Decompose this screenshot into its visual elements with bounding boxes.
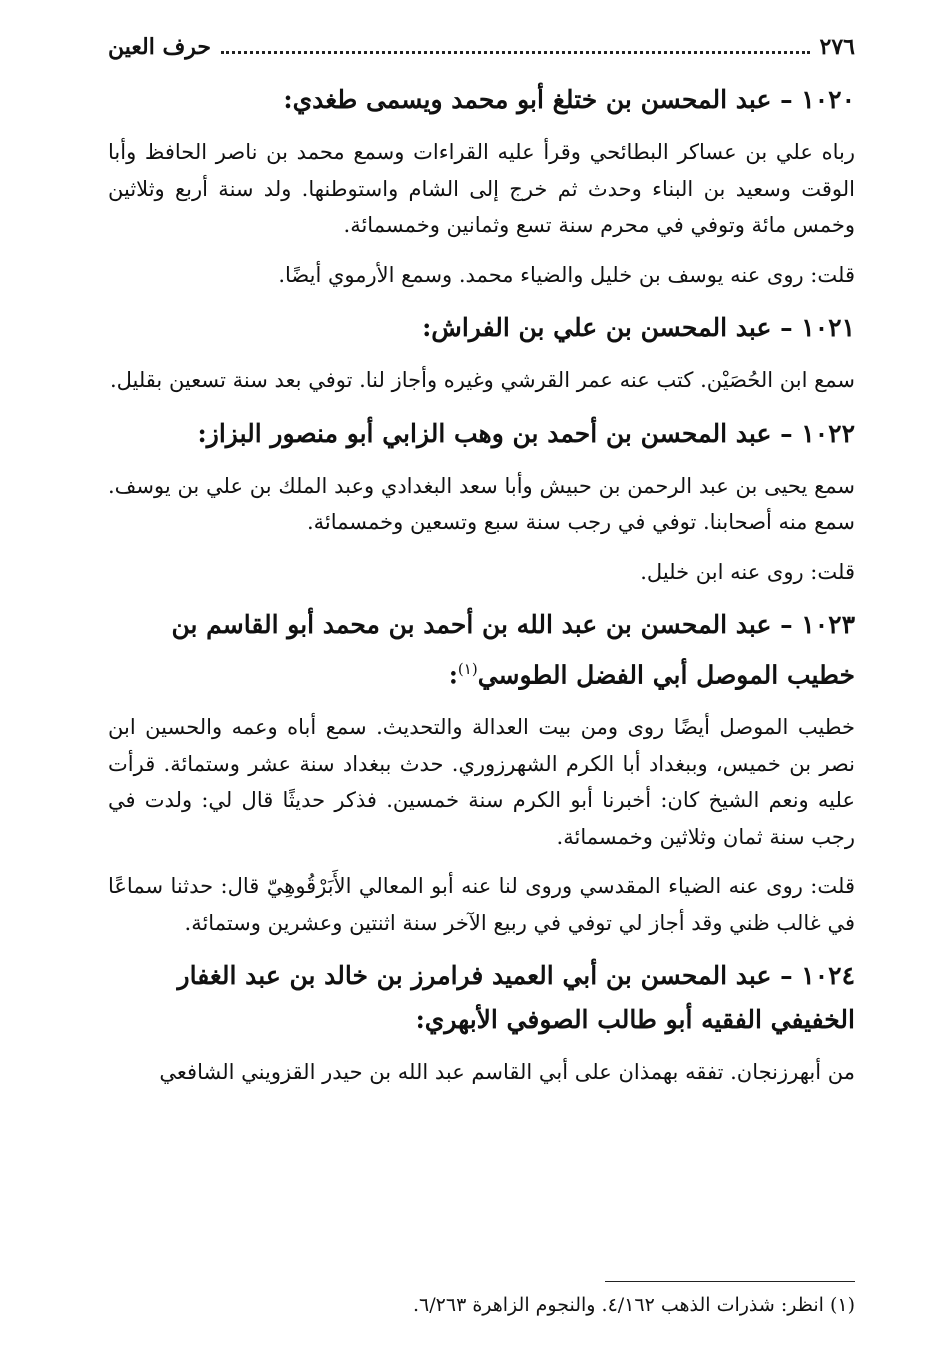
footnote: (١) انظر: شذرات الذهب ٤/١٦٢. والنجوم الزاهرة ٦/٢٦٣.: [413, 1294, 855, 1316]
main-text: [108, 78, 855, 1091]
entry-heading: ١٠٢٠ – عبد المحسن بن ختلغ أبو محمد ويسمى طغدي:: [283, 85, 855, 114]
entry-paragraph: سمع ابن الحُصَيْن. كتب عنه عمر القرشي وغيره وأجاز لنا. توفي بعد سنة تسعين بقليل.: [109, 368, 855, 392]
entry-heading: ١٠٢٤ – عبد المحسن بن أبي العميد فرامرز بن خالد بن عبد الغفار الخفيفي الفقيه أبو طالب الصوفي الأبهري:: [177, 961, 855, 1035]
entry-paragraph: من أبهرزنجان. تفقه بهمذان على أبي القاسم عبد الله بن حيدر القزويني الشافعي: [159, 1060, 855, 1085]
entry-heading: ١٠٢١ – عبد المحسن بن علي بن الفراش:: [422, 313, 855, 342]
entry-paragraph: سمع يحيى بن عبد الرحمن بن حبيش وأبا سعد البغدادي وعبد الملك بن علي بن يوسف. سمع منه أصحابنا. توفي في رجب سنة سبع وتسعين وخمسمائة.: [108, 473, 855, 534]
entry-heading-text: ١٠٢٣ – عبد المحسن بن عبد الله بن أحمد بن محمد أبو القاسم بن خطيب الموصل أبي الفضل الطوسي: [171, 610, 855, 690]
entry-paragraph: قلت: روى عنه الضياء المقدسي وروى لنا عنه أبو المعالي الأَبَرْقُوهِيّ قال: حدثنا سماعًا في غالب ظني وقد أجاز لي توفي في ربيع الآخر سنة اثنتين وعشرين وستمائة.: [108, 874, 855, 935]
section-title: حرف العين: [108, 34, 212, 60]
entry-heading-colon: :: [448, 660, 458, 690]
entry-paragraph: قلت: روى عنه ابن خليل.: [640, 559, 855, 584]
header-leader-dots: [221, 51, 810, 54]
running-header: [108, 28, 855, 62]
footnote-divider: [605, 1281, 855, 1282]
entry-paragraph: قلت: روى عنه يوسف بن خليل والضياء محمد. وسمع الأرموي أيضًا.: [278, 262, 855, 287]
entry-heading: [108, 603, 855, 697]
entry-heading: ١٠٢٢ – عبد المحسن بن أحمد بن وهب الزابي أبو منصور البزاز:: [197, 418, 855, 448]
entry-paragraph: خطيب الموصل أيضًا روى ومن بيت العدالة والتحديث. سمع أباه وعمه والحسين ابن نصر بن خميس، وببغداد أبا الكرم الشهرزوري. حدث ببغداد سنة عشر وستمائة. قرأت عليه ونعم الشيخ كان: أخبرنا أبو الكرم سنة خمسين. فذكر حديثًا قال لي: ولدت في رجب سنة ثمان وثلاثين وخمسمائة.: [108, 715, 855, 849]
page-number: ٢٧٦: [819, 34, 855, 60]
footnote-reference: (١): [457, 660, 478, 678]
entry-paragraph: رباه علي بن عساكر البطائحي وقرأ عليه القراءات وسمع محمد بن ناصر الحافظ وأبا الوقت وسعيد بن البناء وحدث ثم خرج إلى الشام واستوطنها. ولد سنة أربع وثلاثين وخمس مائة وتوفي في محرم سنة تسع وثمانين وخمسمائة.: [108, 140, 855, 237]
